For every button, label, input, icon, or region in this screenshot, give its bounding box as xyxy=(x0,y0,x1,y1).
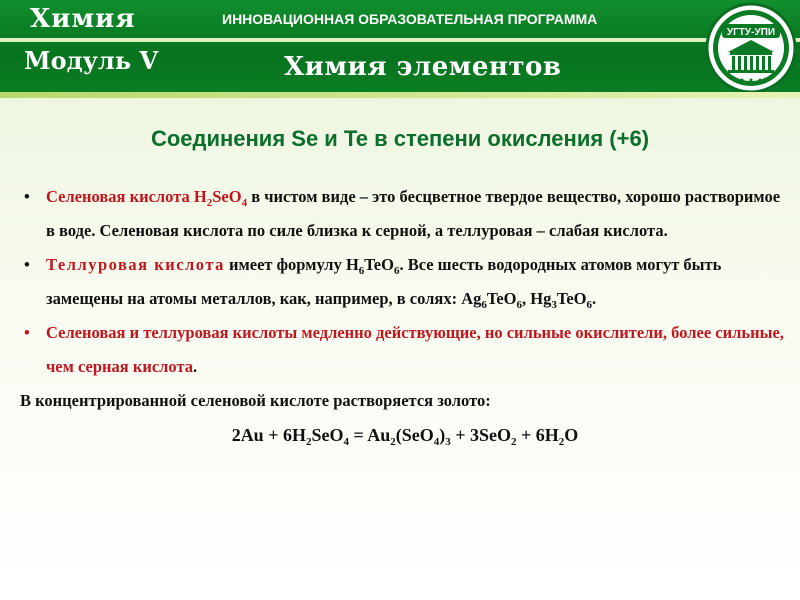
subscript: 6 xyxy=(358,265,365,277)
bullet-marker: • xyxy=(24,187,30,206)
subscript: 2 xyxy=(558,436,565,448)
subscript: 4 xyxy=(343,436,349,448)
paragraph-text: . xyxy=(193,357,198,376)
equation-part: SeO xyxy=(311,425,344,445)
slide-content xyxy=(20,180,790,452)
bullet-marker: • xyxy=(24,255,30,274)
reaction-equation xyxy=(20,418,790,452)
subscript: 2 xyxy=(206,197,213,209)
paragraph-text: в чистом виде – это бесцветное твердое вещество, хорошо растворимое в воде. Селеновая кислота по силе близка к серной, а теллуровая – слабая кислота. xyxy=(46,187,781,240)
module-label: Модуль V xyxy=(24,46,159,75)
equation-part: + 6H xyxy=(516,425,559,445)
slide-title: Соединения Se и Te в степени окисления (+6) xyxy=(150,126,650,151)
subject-label: Химия xyxy=(30,4,136,34)
paragraph-text: Селеновая и теллуровая кислоты медленно действующие, но сильные окислители, более сильные, чем серная кислота xyxy=(46,323,784,376)
subscript: 6 xyxy=(586,299,593,311)
header-bar xyxy=(0,0,800,96)
header-accent-bar xyxy=(0,92,800,98)
subscript: 3 xyxy=(445,436,451,448)
formula-part: , Hg xyxy=(522,289,552,308)
subscript: 2 xyxy=(390,436,396,448)
paragraph-text: имеет формулу H xyxy=(224,255,359,274)
list-item xyxy=(20,316,790,384)
course-title: Химия элементов xyxy=(284,52,562,82)
university-logo xyxy=(704,2,798,94)
subscript: 2 xyxy=(511,436,517,448)
subscript: 4 xyxy=(433,436,440,448)
paragraph-text: . Все шесть водородных атомов могут быть замещены на атомы металлов, как, например, в солях: Ag xyxy=(46,255,722,308)
formula-part: TeO xyxy=(364,255,394,274)
paragraph: В концентрированной селеновой кислоте растворяется золото: xyxy=(20,391,491,410)
formula-part: . xyxy=(592,289,597,308)
subscript: 6 xyxy=(393,265,400,277)
subscript: 6 xyxy=(481,299,487,311)
subscript: 4 xyxy=(241,197,248,209)
logo-text: УГТУ-УПИ xyxy=(726,27,776,38)
formula-part: TeO xyxy=(486,289,517,308)
equation-part: 2Au + 6H xyxy=(231,425,306,445)
telluric-acid-term: Теллуровая кислота xyxy=(46,255,225,274)
program-label: ИННОВАЦИОННАЯ ОБРАЗОВАТЕЛЬНАЯ ПРОГРАММА xyxy=(222,11,598,27)
selenic-acid-term: Селеновая кислота H xyxy=(46,187,207,206)
equation-part: + 3SeO xyxy=(450,425,512,445)
header-divider xyxy=(0,38,800,41)
subscript: 3 xyxy=(551,299,557,311)
bullet-marker: • xyxy=(24,323,30,342)
equation-part: O xyxy=(564,425,579,445)
formula-part: TeO xyxy=(556,289,587,308)
equation-part: = Au xyxy=(348,425,391,445)
equation-part: ) xyxy=(439,425,446,445)
subscript: 6 xyxy=(516,299,523,311)
equation-part: (SeO xyxy=(395,425,434,445)
subscript: 2 xyxy=(305,436,312,448)
formula-part: SeO xyxy=(212,187,242,206)
list-item xyxy=(20,180,790,248)
list-item xyxy=(20,248,790,316)
